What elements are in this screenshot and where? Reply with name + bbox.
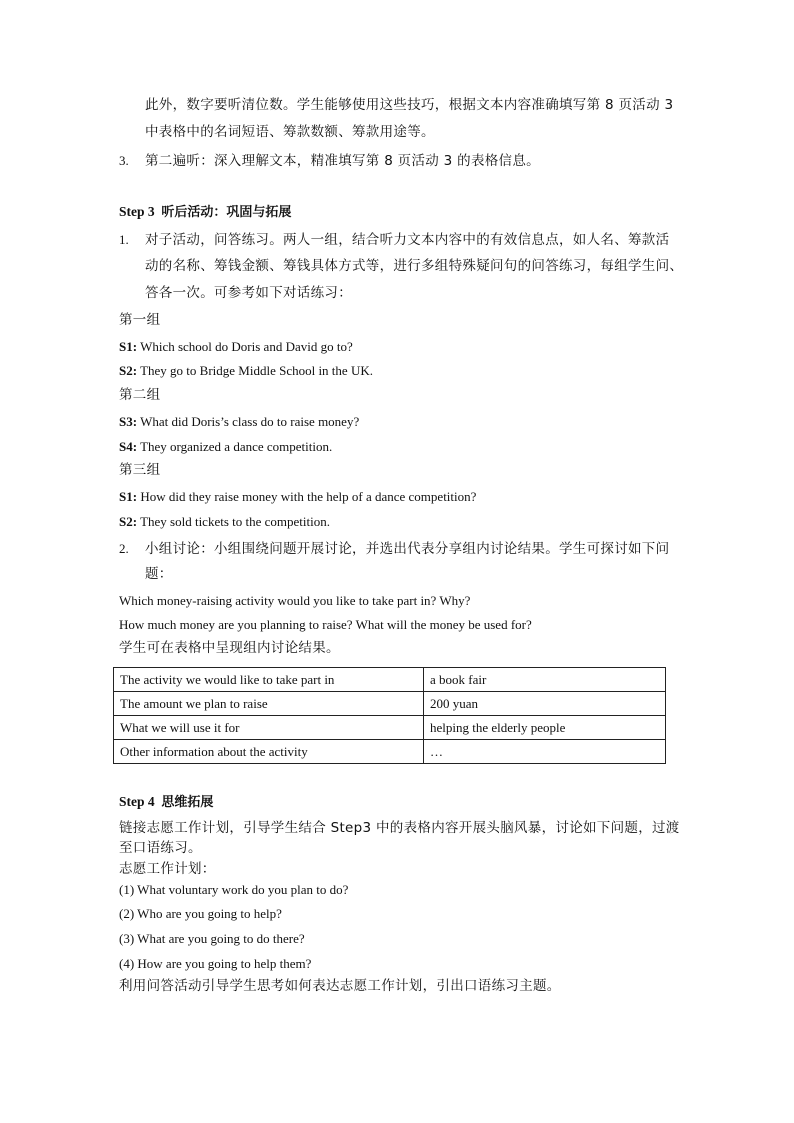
table-cell-label: What we will use it for bbox=[114, 716, 424, 740]
table-cell-value: helping the elderly people bbox=[424, 716, 666, 740]
dialogue-line bbox=[119, 340, 353, 353]
step4-heading-number: Step 4 bbox=[119, 794, 155, 809]
dialogue-line bbox=[119, 440, 332, 453]
speaker-label: S3: bbox=[119, 414, 138, 429]
speaker-label: S2: bbox=[119, 363, 138, 378]
list-number: 2. bbox=[119, 541, 129, 556]
table-row bbox=[114, 740, 666, 764]
plan-question-2: (2) Who are you going to help? bbox=[119, 906, 282, 921]
table-cell-label: The amount we plan to raise bbox=[114, 692, 424, 716]
dialogue-line bbox=[119, 415, 359, 428]
list-item-text: 第二遍听：深入理解文本，精准填写第 8 页活动 3 的表格信息。 bbox=[145, 153, 540, 169]
speaker-label: S4: bbox=[119, 439, 138, 454]
dialogue-line bbox=[119, 364, 373, 377]
table-cell-value: … bbox=[424, 740, 666, 764]
discussion-question-1: Which money-raising activity would you like to take part in? Why? bbox=[119, 593, 471, 608]
step3-item-1-line-3: 答各一次。可参考如下对话练习： bbox=[145, 285, 352, 301]
table-cell-value: a book fair bbox=[424, 668, 666, 692]
table-row bbox=[114, 716, 666, 740]
dialogue-text: They sold tickets to the competition. bbox=[137, 514, 330, 529]
continued-paragraph-line-1: 此外，数字要听清位数。学生能够使用这些技巧，根据文本内容准确填写第 8 页活动 3 bbox=[145, 97, 674, 113]
plan-question-1: (1) What voluntary work do you plan to do? bbox=[119, 882, 349, 897]
closing-paragraph: 利用问答活动引导学生思考如何表达志愿工作计划，引出口语练习主题。 bbox=[119, 978, 561, 994]
step3-item-1 bbox=[119, 232, 669, 248]
group-3-label: 第三组 bbox=[119, 462, 161, 478]
list-item-text: 小组讨论：小组围绕问题开展讨论，并选出代表分享组内讨论结果。学生可探讨如下问 bbox=[145, 541, 670, 557]
group-1-label: 第一组 bbox=[119, 312, 161, 328]
discussion-results-table bbox=[113, 667, 666, 764]
step3-item-1-line-2: 动的名称、筹钱金额、筹钱具体方式等，进行多组特殊疑问句的问答练习，每组学生问、 bbox=[145, 258, 684, 274]
discussion-question-2: How much money are you planning to raise? What will the money be used for? bbox=[119, 617, 532, 632]
step3-item-2-line-2: 题： bbox=[145, 566, 173, 582]
list-number: 3. bbox=[119, 153, 129, 168]
dialogue-text: How did they raise money with the help of a dance competition? bbox=[137, 489, 477, 504]
speaker-label: S2: bbox=[119, 514, 138, 529]
list-item-text: 对子活动，问答练习。两人一组，结合听力文本内容中的有效信息点，如人名、筹款活 bbox=[145, 232, 670, 248]
speaker-label: S1: bbox=[119, 339, 138, 354]
continued-paragraph-line-2: 中表格中的名词短语、筹款数额、筹款用途等。 bbox=[145, 124, 435, 140]
list-number: 1. bbox=[119, 232, 129, 247]
dialogue-text: What did Doris’s class do to raise money? bbox=[137, 414, 360, 429]
plan-question-4: (4) How are you going to help them? bbox=[119, 956, 312, 971]
list-item-3 bbox=[119, 153, 540, 169]
step4-heading-title: 思维拓展 bbox=[161, 795, 214, 810]
table-cell-label: Other information about the activity bbox=[114, 740, 424, 764]
table-cell-label: The activity we would like to take part in bbox=[114, 668, 424, 692]
plan-question-3: (3) What are you going to do there? bbox=[119, 931, 305, 946]
dialogue-line bbox=[119, 515, 330, 528]
step3-heading bbox=[119, 205, 291, 219]
step4-intro-line-1: 链接志愿工作计划，引导学生结合 Step3 中的表格内容开展头脑风暴，讨论如下问题，过渡 bbox=[119, 820, 680, 836]
dialogue-text: Which school do Doris and David go to? bbox=[137, 339, 353, 354]
table-row bbox=[114, 692, 666, 716]
group-2-label: 第二组 bbox=[119, 387, 161, 403]
plan-label: 志愿工作计划： bbox=[119, 861, 216, 877]
step3-item-2 bbox=[119, 541, 669, 557]
dialogue-text: They organized a dance competition. bbox=[137, 439, 333, 454]
table-intro: 学生可在表格中呈现组内讨论结果。 bbox=[119, 640, 340, 656]
table-cell-value: 200 yuan bbox=[424, 692, 666, 716]
step4-heading bbox=[119, 795, 213, 809]
step3-heading-title: 听后活动：巩固与拓展 bbox=[161, 205, 292, 220]
dialogue-line bbox=[119, 490, 476, 503]
dialogue-text: They go to Bridge Middle School in the UK. bbox=[137, 363, 373, 378]
table-row bbox=[114, 668, 666, 692]
speaker-label: S1: bbox=[119, 489, 138, 504]
step4-intro-line-2: 至口语练习。 bbox=[119, 840, 202, 856]
step3-heading-number: Step 3 bbox=[119, 204, 155, 219]
